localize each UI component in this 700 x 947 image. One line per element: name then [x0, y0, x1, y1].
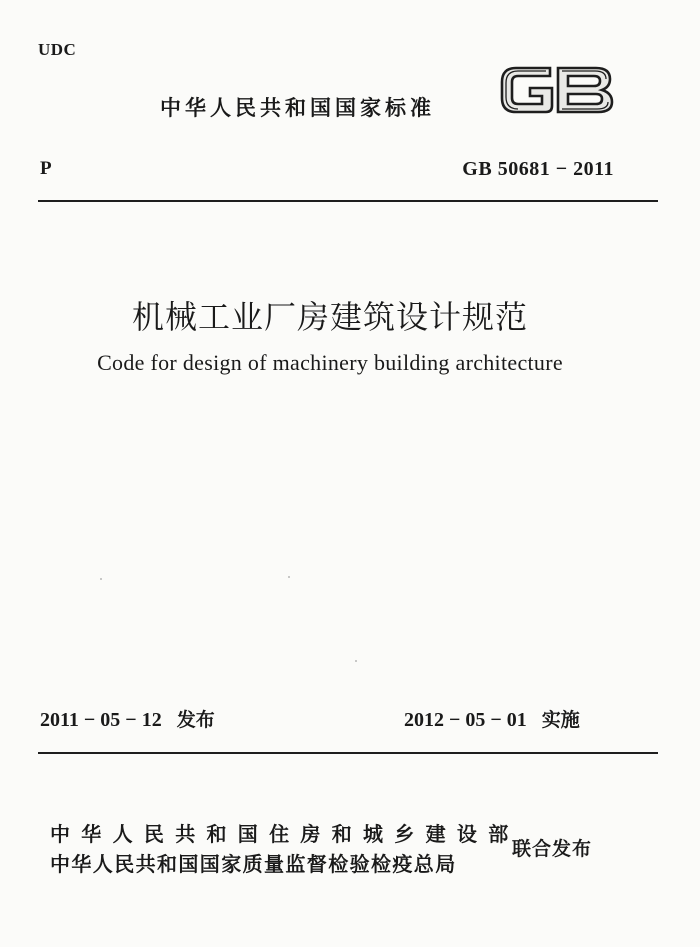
- issuer-ministry-housing: 中华人民共和国住房和城乡建设部: [50, 822, 520, 846]
- udc-label: UDC: [38, 40, 77, 59]
- classification-code: P: [40, 158, 52, 179]
- publish-date-row: [40, 705, 215, 732]
- top-rule: [38, 200, 658, 202]
- scan-speck: [100, 578, 102, 580]
- national-standard-label: 中华人民共和国国家标准: [160, 96, 435, 120]
- bottom-rule: [38, 752, 658, 754]
- publish-date: 2011 − 05 − 12: [40, 709, 162, 731]
- implement-date-row: [404, 705, 580, 732]
- joint-issue-label: 联合发布: [512, 838, 593, 860]
- gb-logo: [496, 60, 616, 120]
- standard-number: GB 50681 − 2011: [462, 158, 614, 180]
- title-english: Code for design of machinery building architecture: [97, 350, 563, 375]
- scan-speck: [288, 576, 290, 578]
- publish-label: 发布: [176, 709, 215, 731]
- scan-speck: [355, 660, 357, 662]
- implement-date: 2012 − 05 − 01: [404, 709, 527, 731]
- issuer-aqsiq: 中华人民共和国国家质量监督检验检疫总局: [50, 852, 457, 876]
- implement-label: 实施: [541, 709, 580, 731]
- title-chinese: 机械工业厂房建筑设计规范: [131, 298, 528, 336]
